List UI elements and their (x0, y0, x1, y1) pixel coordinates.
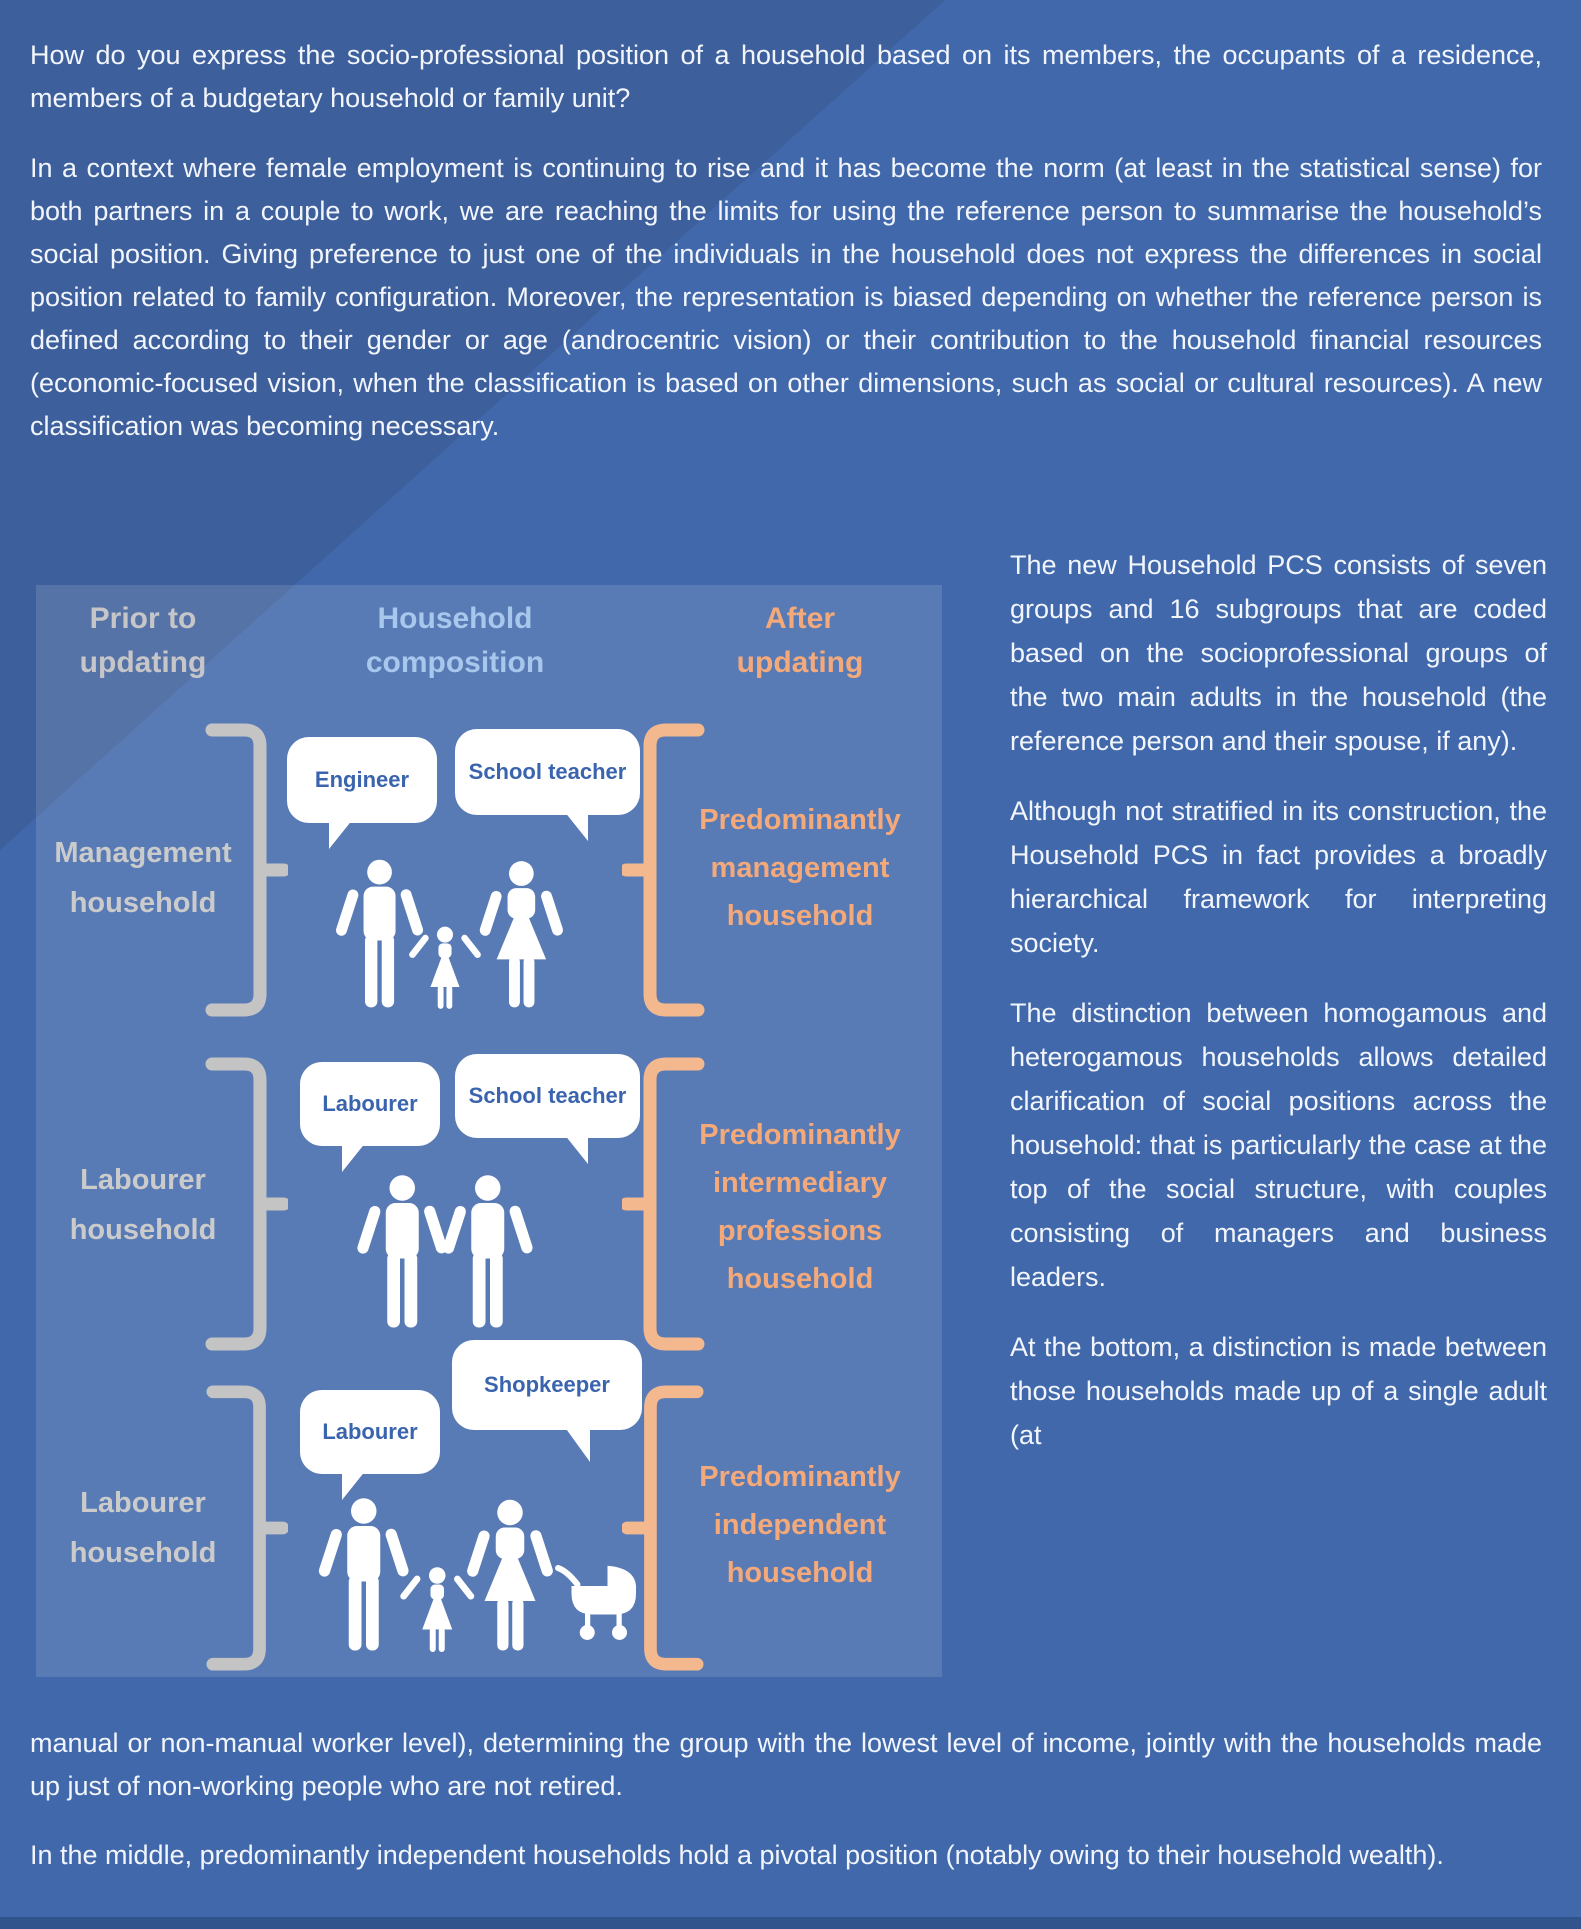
speech-bubble (452, 1340, 642, 1430)
household-diagram-panel (36, 585, 942, 1677)
row1-after-label: Predominantly management household (699, 804, 901, 932)
bottom-paragraph-continuation: manual or non-manual worker level), determining the group with the lowest level of income, jointly with the households made up just of non-working people who are not retired. (30, 1728, 1542, 1801)
column-heading-after: After updating (736, 602, 864, 679)
row1-before-label: Management household (54, 837, 232, 919)
two-men-figures-icon (355, 1170, 535, 1335)
intro-paragraph-2: In a context where female employment is continuing to rise and it has become the norm (at least in the statistical sense) for both partners in a couple to work, we are reaching the limits for using the reference person to summarise the household’s social position. Giving preference to just one of the individuals in the household does not express the differences in social position related to family configuration. Moreover, the representation is biased depending on whether the reference person is defined according to their gender or age (androcentric vision) or their contribution to the household financial resources (economic-focused vision, when the classification is based on other dimensions, such as social or cultural resources). A new classification was becoming necessary. (30, 153, 1542, 441)
right-column-text (1010, 543, 1547, 1483)
right-paragraph-3: The distinction between homogamous and heterogamous households allows detailed clarification of social positions across the household: that is particularly the case at the top of the social structure, with couples consisting of managers and business leaders. (1010, 998, 1547, 1292)
bubble-text: Engineer (314, 767, 410, 792)
bubble-text: Labourer (322, 1091, 418, 1116)
speech-bubble (300, 1062, 440, 1146)
row3-before-label: Labourer household (69, 1487, 217, 1569)
speech-bubble (455, 1054, 640, 1138)
family-figures-icon (325, 850, 565, 1012)
bottom-edge-strip (0, 1917, 1581, 1929)
row2-after-label: Predominantly intermediary professions household (699, 1119, 901, 1295)
bottom-paragraph-final: In the middle, predominantly independent households hold a pivotal position (notably owing to their household wealth). (30, 1840, 1444, 1870)
right-paragraph-4: At the bottom, a distinction is made between those households made up of a single adult (at (1010, 1332, 1547, 1450)
column-heading-composition: Household composition (365, 602, 545, 679)
family-with-pram-figures-icon (315, 1490, 645, 1655)
speech-bubble (287, 737, 437, 823)
bubble-text: School teacher (468, 1083, 627, 1108)
bottom-text-section (30, 1722, 1542, 1903)
bubble-text: School teacher (468, 759, 627, 784)
speech-bubble (455, 729, 640, 815)
row3-after-label: Predominantly independent household (699, 1461, 901, 1589)
intro-section (30, 34, 1542, 475)
right-paragraph-1: The new Household PCS consists of seven groups and 16 subgroups that are coded based on the socioprofessional groups of the two main adults in the household (the reference person and their spouse, if any). (1010, 550, 1547, 756)
bubble-text: Labourer (322, 1419, 418, 1444)
right-paragraph-2: Although not stratified in its construction, the Household PCS in fact provides a broadly hierarchical framework for interpreting society. (1010, 796, 1547, 958)
intro-paragraph-1: How do you express the socio-professional position of a household based on its members, the occupants of a residence, members of a budgetary household or family unit? (30, 40, 1542, 113)
speech-bubble (300, 1390, 440, 1474)
row2-before-label: Labourer household (69, 1164, 217, 1246)
column-heading-prior: Prior to updating (79, 602, 207, 679)
bubble-text: Shopkeeper (484, 1372, 610, 1397)
